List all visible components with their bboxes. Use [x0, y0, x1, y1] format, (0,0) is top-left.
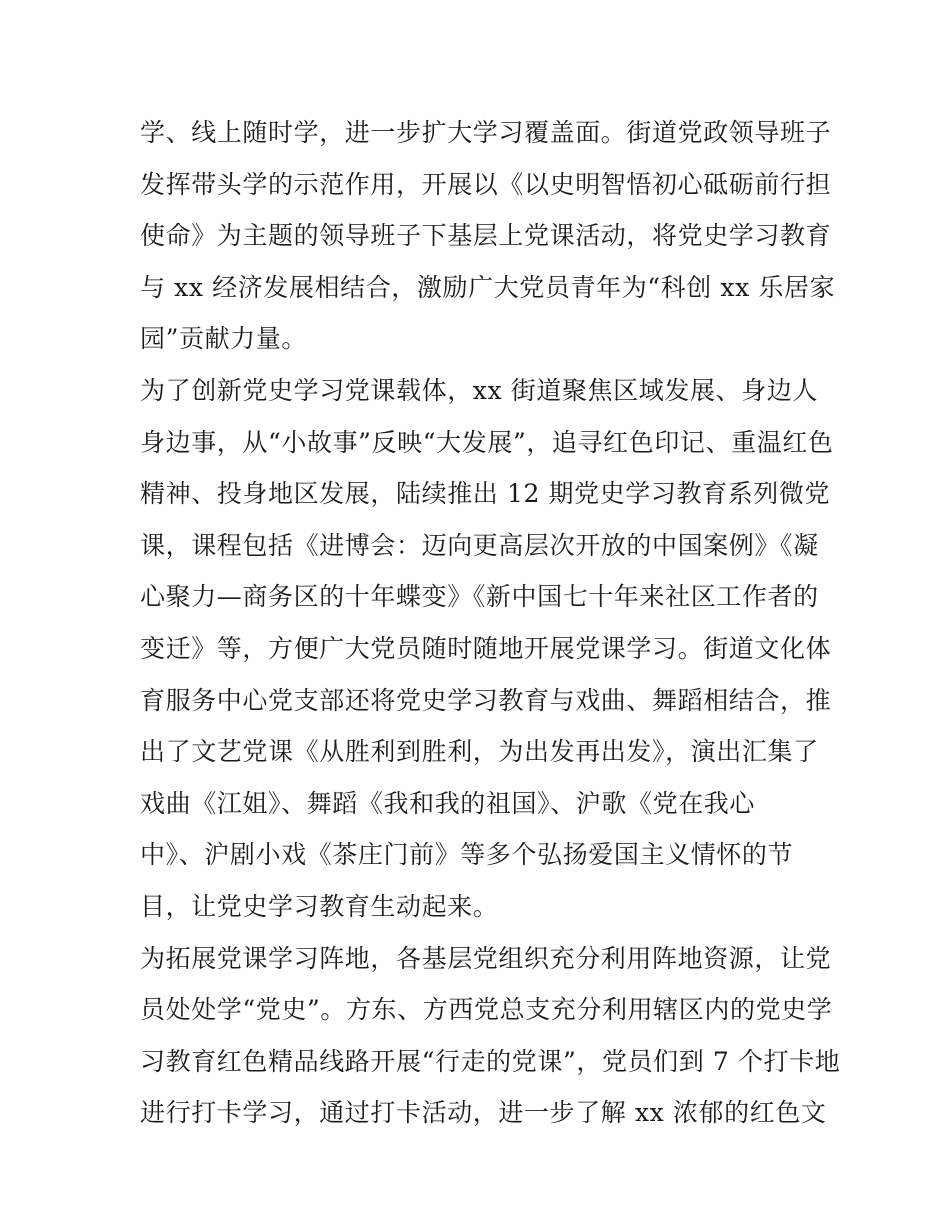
text-line: 目，让党史学习教育生动起来。: [140, 891, 499, 921]
text-line: 进行打卡学习，通过打卡活动，进一步了解 xx 浓郁的红色文: [140, 1098, 827, 1128]
text-line: 习教育红色精品线路开展“行走的党课”，党员们到 7 个打卡地: [140, 1046, 841, 1076]
text-line: 发挥带头学的示范作用，开展以《以史明智悟初心砥砺前行担: [140, 169, 832, 199]
text-line: 员处处学“党史”。方东、方西党总支充分利用辖区内的党史学: [140, 995, 833, 1025]
text-line: 中》、沪剧小戏《茶庄门前》等多个弘扬爱国主义情怀的节: [140, 840, 794, 870]
text-line: 为了创新党史学习党课载体，xx 街道聚焦区域发展、身边人: [140, 375, 818, 405]
text-line: 出了文艺党课《从胜利到胜利，为出发再出发》，演出汇集了: [140, 737, 819, 767]
paragraph-2: [140, 365, 834, 933]
text-line: 身边事，从“小故事”反映“大发展”，追寻红色印记、重温红色: [140, 427, 834, 457]
text-line: 学、线上随时学，进一步扩大学习覆盖面。街道党政领导班子: [140, 118, 832, 147]
text-line: 心聚力—商务区的十年蝶变》《新中国七十年来社区工作者的: [140, 582, 819, 612]
text-line: 园”贡献力量。: [140, 324, 307, 354]
text-line: 为拓展党课学习阵地，各基层党组织充分利用阵地资源，让党: [140, 943, 832, 973]
text-line: 课，课程包括《进博会：迈向更高层次开放的中国案例》《凝: [140, 530, 819, 560]
paragraph-1: [140, 107, 836, 365]
text-line: 戏曲《江姐》、舞蹈《我和我的祖国》、沪歌《党在我心: [140, 788, 756, 818]
text-line: 与 xx 经济发展相结合，激励广大党员青年为“科创 xx 乐居家: [140, 272, 836, 302]
text-line: 使命》为主题的领导班子下基层上党课活动，将党史学习教育: [140, 221, 832, 251]
document-body: [140, 107, 841, 1139]
text-line: 精神、投身地区发展，陆续推出 12 期党史学习教育系列微党: [140, 479, 831, 509]
text-line: 育服务中心党支部还将党史学习教育与戏曲、舞蹈相结合，推: [140, 685, 832, 715]
paragraph-3: [140, 933, 841, 1139]
text-line: 变迁》等，方便广大党员随时随地开展党课学习。街道文化体: [140, 633, 832, 663]
